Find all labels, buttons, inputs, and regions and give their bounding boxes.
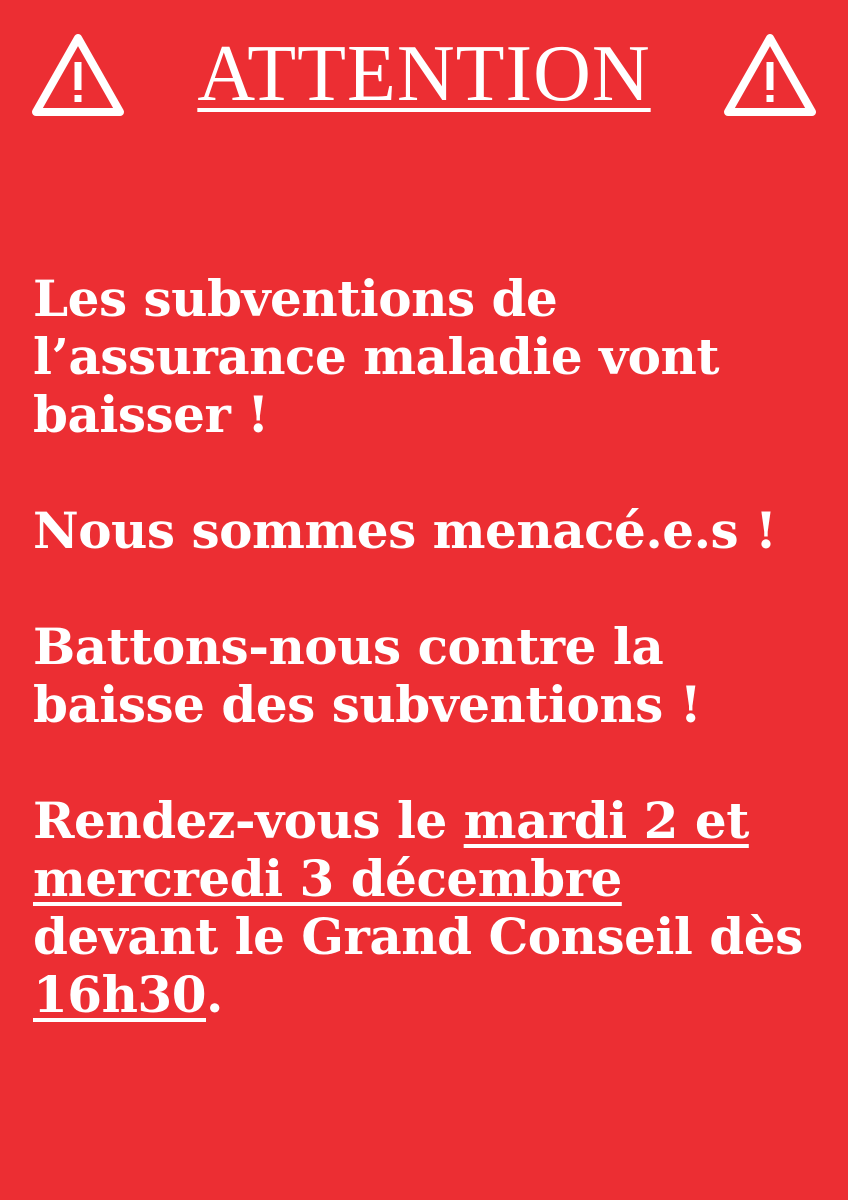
meeting-time: 16h30 (33, 965, 207, 1024)
meeting-end: . (206, 965, 223, 1024)
threat-paragraph: Nous sommes menacé.e.s ! (33, 501, 777, 560)
subsidy-paragraph: Les subventions de l’assurance maladie vont baisser ! (33, 269, 719, 444)
header (30, 30, 818, 125)
meeting-paragraph (33, 792, 823, 1024)
page-title: ATTENTION (197, 30, 651, 118)
meeting-location: devant le Grand Conseil dès (33, 907, 803, 966)
message-body (33, 270, 823, 1024)
meeting-intro: Rendez-vous le (33, 791, 464, 850)
fight-paragraph: Battons-nous contre la baisse des subventions ! (33, 617, 702, 734)
warning-triangle-icon (722, 32, 818, 118)
meeting-dates: mardi 2 et mercredi 3 décembre (33, 791, 749, 908)
